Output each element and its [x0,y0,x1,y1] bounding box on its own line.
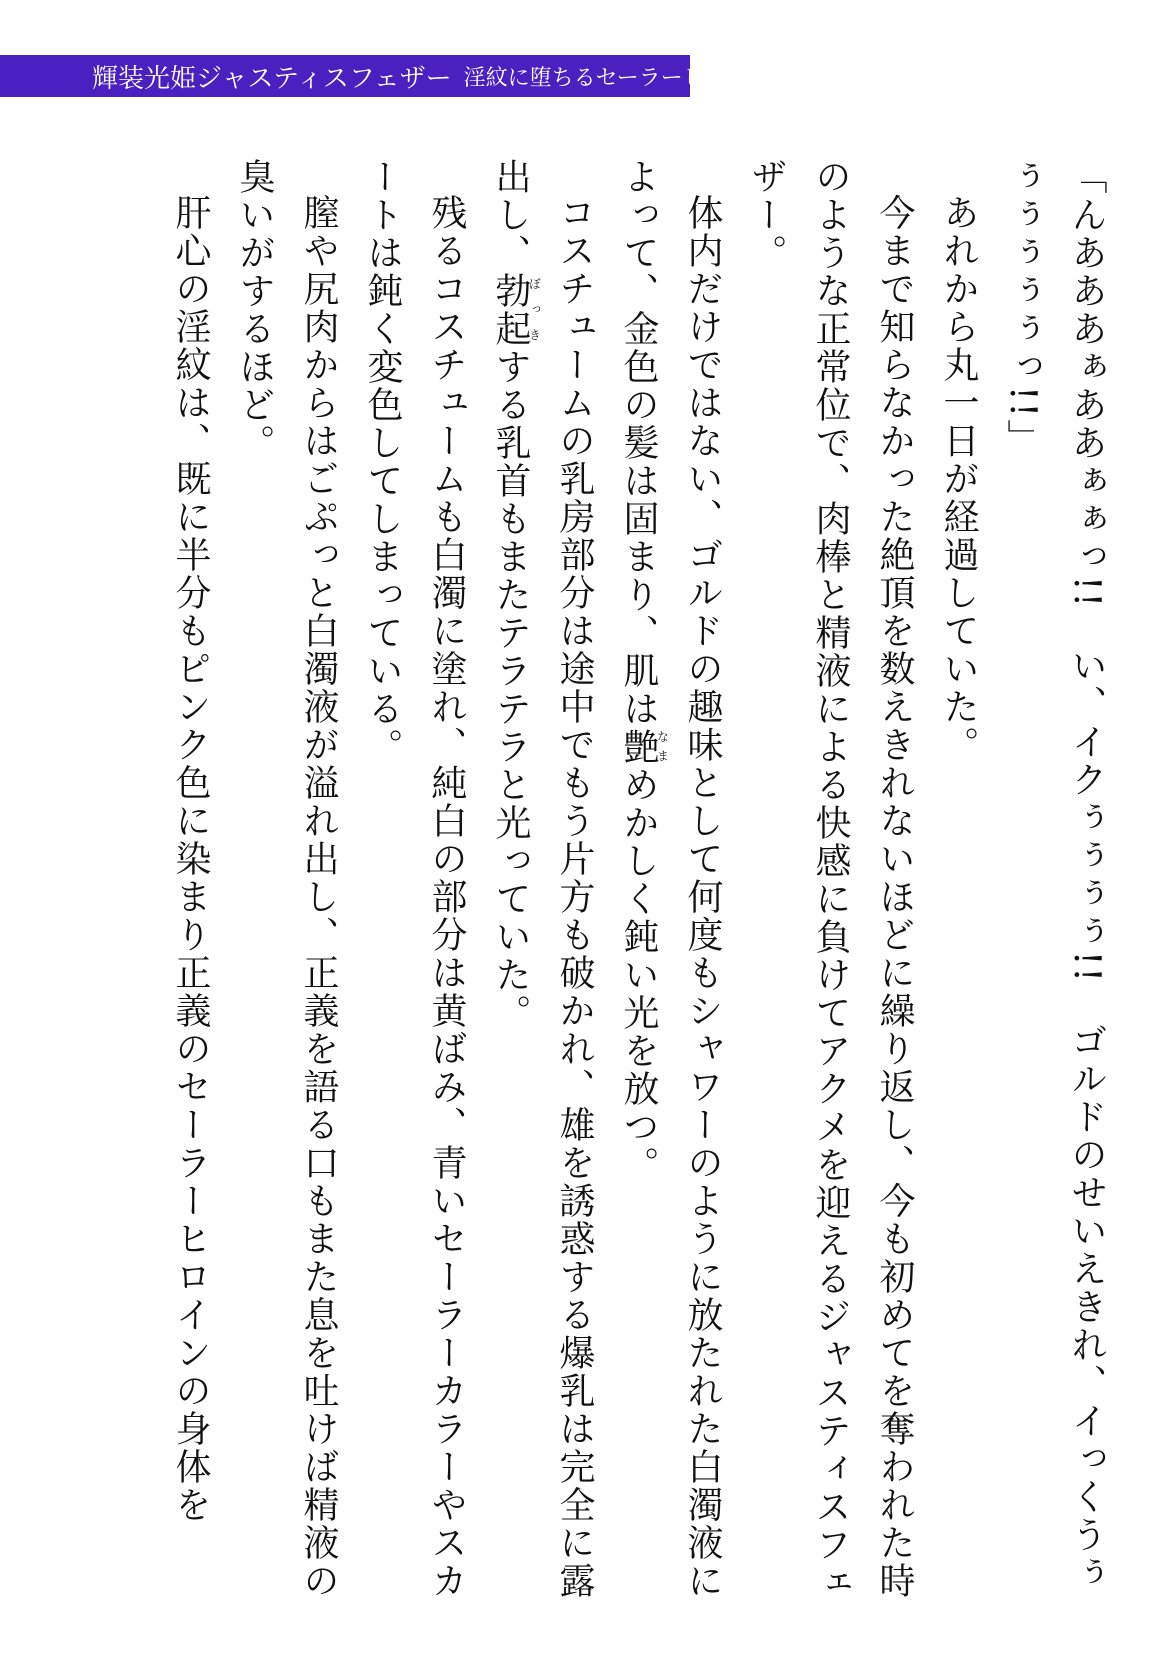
ruby-base: 艶 [618,728,659,766]
ruby-annotation [490,272,542,348]
paragraph-text: 膣や尻肉からはごぷっと白濁液が溢れ出し、正義を語る口もまた息を吐けば精液の臭いがするほど。 [234,158,339,1600]
paragraph-0 [990,158,1118,1628]
paragraph-text: めかしく鈍い光を放つ。 [618,766,659,1184]
paragraph-1 [926,158,990,1628]
paragraph-text: 「んあああぁああぁぁっ!! い、イクぅぅぅぅ!! ゴルドのせいえきれ、イっくうぅぅぅぅぅぅっ!!」 [1002,158,1107,1592]
paragraph-2 [734,158,926,1628]
ruby-reading: なま [655,728,670,766]
paragraph-5 [350,158,478,1628]
paragraph-text: 肝心の淫紋は、既に半分もピンク色に染まり正義のセーラーヒロインの身体を [170,194,211,1524]
paragraph-7 [158,158,222,1628]
paragraph-text: コスチュームの乳房部分は途中でもう片方も破かれ、雄を誘惑する爆乳は完全に露出し、 [490,158,595,1600]
paragraph-text: 今まで知らなかった絶頂を数えきれないほどに繰り返し、今も初めてを奪われた時のような正常位で、肉棒と精液による快感に負けてアクメを迎えるジャスティスフェザー。 [746,158,915,1602]
book-subtitle: 淫紋に堕ちるセーラーヒロイン [463,65,771,91]
paragraph-4 [478,158,606,1628]
paragraph-6 [222,158,350,1628]
paragraph-3 [606,158,734,1628]
ruby-reading: ぼっき [527,272,542,348]
paragraph-text: 残るコスチュームも白濁に塗れ、純白の部分は黄ばみ、青いセーラーカラーやスカートは鈍く変色してしまっている。 [362,158,467,1600]
vertical-text-body [78,158,1118,1628]
paragraph-text: 体内だけではない、ゴルドの趣味として何度もシャワーのように放たれた白濁液によって、金色の髪は固まり、肌は [618,158,723,1600]
book-title: 輝装光姫ジャスティスフェザー [92,63,452,94]
ruby-base: 勃起 [490,272,531,348]
paragraph-text: する乳首もまたテラテラと光っていた。 [490,348,531,1032]
paragraph-text: あれから丸一日が経過していた。 [938,194,979,764]
header-bar [0,55,771,97]
ruby-annotation [618,728,670,766]
